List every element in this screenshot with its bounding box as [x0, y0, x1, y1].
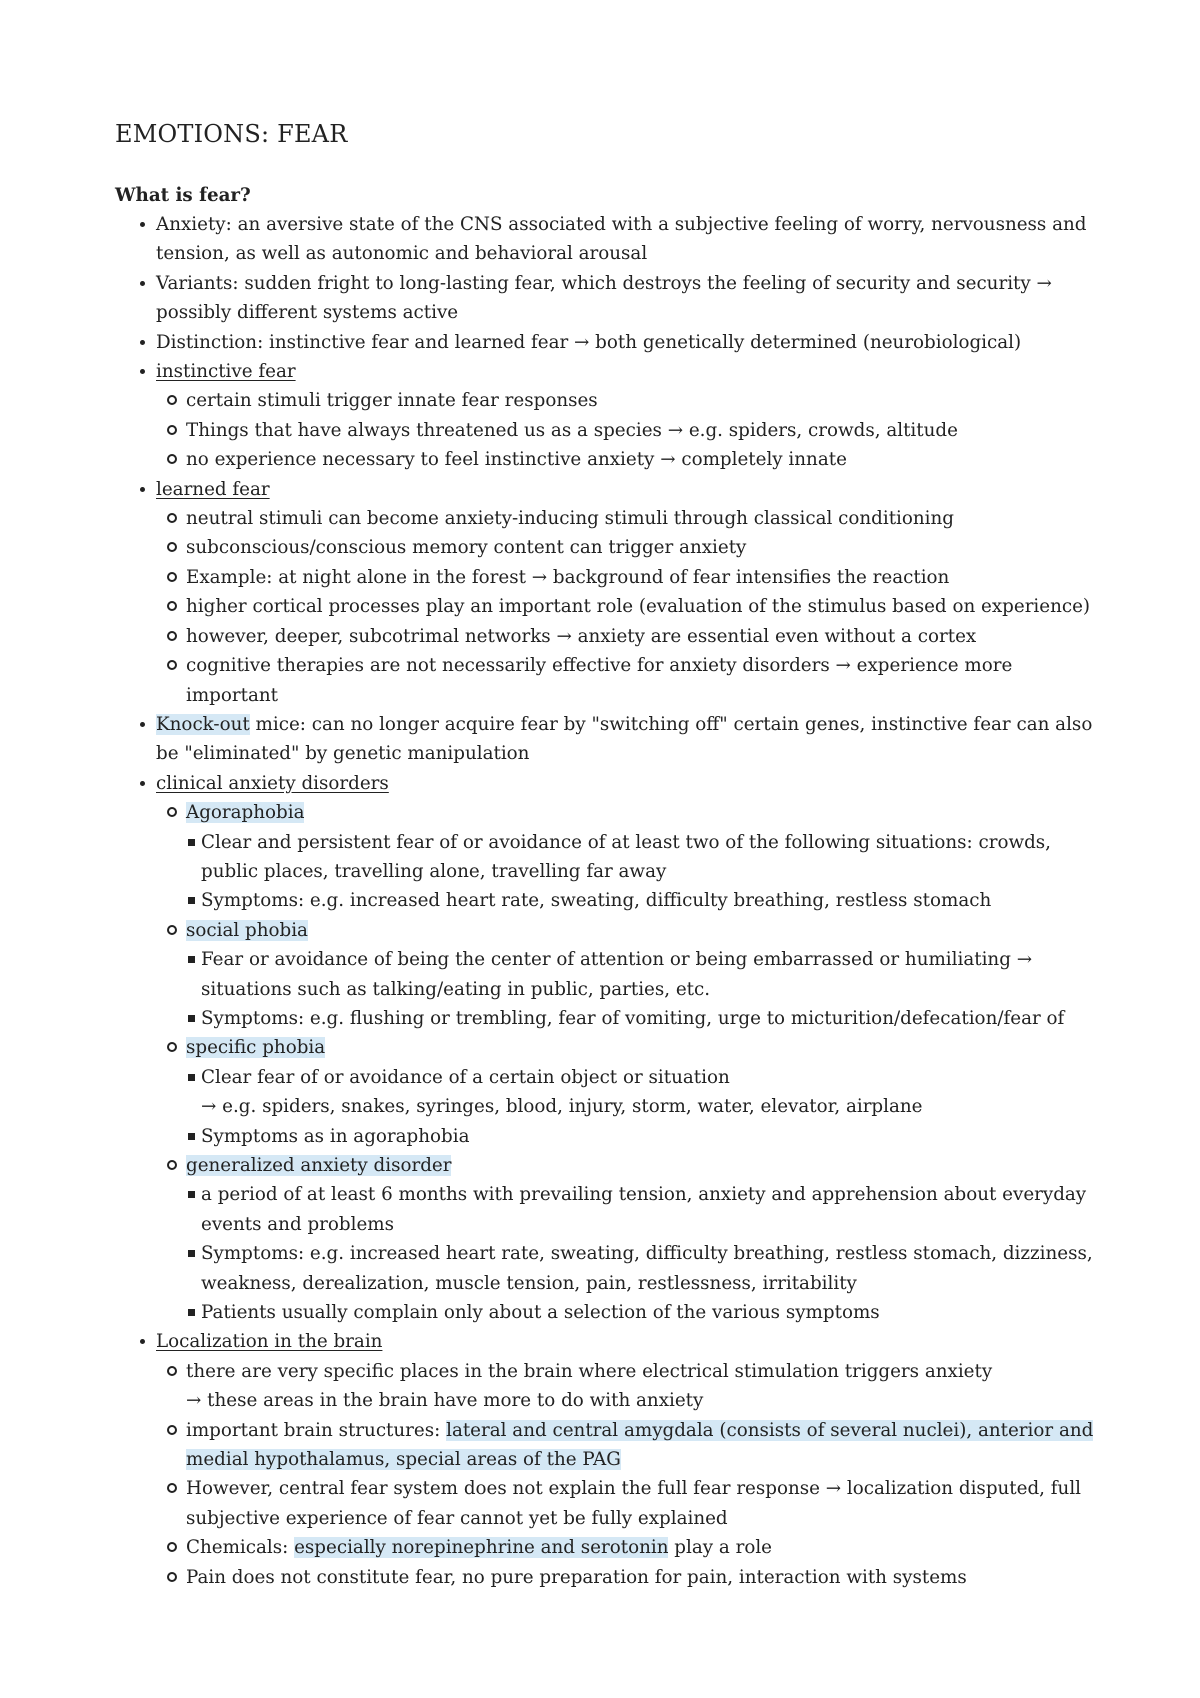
chemicals-highlight: especially norepinephrine and serotonin	[294, 1537, 669, 1559]
localization-point-1-line-1: there are very specific places in the brain where electrical stimulation triggers anxiety	[186, 1360, 993, 1382]
document-title: EMOTIONS: FEAR	[115, 120, 348, 148]
bullet-clinical-disorders	[115, 769, 1100, 1328]
list-item: Symptoms: e.g. increased heart rate, sweating, difficulty breathing, restless stomach	[186, 886, 1100, 915]
generalized-anxiety-label: generalized anxiety disorder	[186, 1155, 452, 1176]
list-item: Symptoms: e.g. flushing or trembling, fear of vomiting, urge to micturition/defecation/fear of	[186, 1004, 1100, 1033]
list-item: a period of at least 6 months with prevailing tension, anxiety and apprehension about everyday events and problems	[186, 1180, 1100, 1239]
list-item: neutral stimuli can become anxiety-inducing stimuli through classical conditioning	[156, 504, 1100, 533]
specific-phobia-sublist	[186, 1063, 1100, 1151]
list-item: Example: at night alone in the forest → background of fear intensifies the reaction	[156, 563, 1100, 592]
list-item	[156, 1357, 1100, 1416]
learned-fear-label: learned fear	[156, 478, 270, 500]
list-item	[186, 1063, 1100, 1122]
social-phobia-label: social phobia	[186, 919, 308, 941]
bullet-variants: Variants: sudden fright to long-lasting fear, which destroys the feeling of security and security → possibly different systems active	[115, 269, 1100, 328]
list-item: Clear and persistent fear of or avoidance of at least two of the following situations: crowds, public places, travelling alone, travelling far away	[186, 828, 1100, 887]
bullet-instinctive-fear	[115, 357, 1100, 475]
knockout-text: mice: can no longer acquire fear by "switching off" certain genes, instinctive fear can also be "eliminated" by genetic manipulation	[156, 713, 1093, 765]
list-item: cognitive therapies are not necessarily effective for anxiety disorders → experience more important	[156, 651, 1100, 710]
list-item: certain stimuli trigger innate fear responses	[156, 386, 1100, 415]
agoraphobia-sublist	[186, 828, 1100, 916]
main-bullet-list	[115, 210, 1100, 1592]
localization-point-1-line-2: → these areas in the brain have more to do with anxiety	[186, 1390, 704, 1412]
brain-structures-intro: important brain structures:	[186, 1419, 447, 1441]
list-item: Symptoms: e.g. increased heart rate, sweating, difficulty breathing, restless stomach, dizziness, weakness, derealization, muscle tension, pain, restlessness, irritability	[186, 1239, 1100, 1298]
agoraphobia-label: Agoraphobia	[186, 802, 305, 824]
list-item: however, deeper, subcotrimal networks → anxiety are essential even without a cortex	[156, 622, 1100, 651]
list-item: higher cortical processes play an important role (evaluation of the stimulus based on experience)	[156, 592, 1100, 621]
specific-phobia-line-1: Clear fear of or avoidance of a certain object or situation	[201, 1066, 730, 1088]
specific-phobia-item	[156, 1033, 1100, 1151]
brain-structures-highlight: lateral and central amygdala (consists of several nuclei), anterior and medial hypothalamus, special areas of the PAG	[186, 1419, 1094, 1471]
knockout-highlight: Knock-out	[156, 713, 250, 735]
chemicals-rest: play a role	[668, 1537, 773, 1559]
instinctive-fear-label: instinctive fear	[156, 361, 296, 383]
list-item	[156, 1416, 1100, 1475]
learned-fear-sublist	[156, 504, 1100, 710]
list-item: Pain does not constitute fear, no pure preparation for pain, interaction with systems	[156, 1563, 1100, 1592]
agoraphobia-item	[156, 798, 1100, 916]
localization-sublist	[156, 1357, 1100, 1592]
localization-label: Localization in the brain	[156, 1331, 383, 1353]
section-heading: What is fear?	[115, 185, 251, 206]
list-item: Patients usually complain only about a selection of the various symptoms	[186, 1298, 1100, 1327]
bullet-knockout-mice	[115, 710, 1100, 769]
instinctive-fear-sublist	[156, 386, 1100, 474]
social-phobia-sublist	[186, 945, 1100, 1033]
list-item	[156, 1533, 1100, 1562]
list-item: subconscious/conscious memory content can trigger anxiety	[156, 533, 1100, 562]
social-phobia-item	[156, 916, 1100, 1034]
specific-phobia-label: specific phobia	[186, 1037, 326, 1059]
chemicals-intro: Chemicals:	[186, 1537, 295, 1559]
list-item: Fear or avoidance of being the center of attention or being embarrassed or humiliating → situations such as talking/eating in public, parties, etc.	[186, 945, 1100, 1004]
bullet-learned-fear	[115, 475, 1100, 710]
clinical-disorders-sublist	[156, 798, 1100, 1327]
generalized-anxiety-item	[156, 1151, 1100, 1327]
clinical-disorders-label: clinical anxiety disorders	[156, 772, 389, 794]
list-item: Symptoms as in agoraphobia	[186, 1122, 1100, 1151]
bullet-distinction: Distinction: instinctive fear and learned fear → both genetically determined (neurobiological)	[115, 328, 1100, 357]
list-item: no experience necessary to feel instinctive anxiety → completely innate	[156, 445, 1100, 474]
bullet-anxiety: Anxiety: an aversive state of the CNS associated with a subjective feeling of worry, nervousness and tension, as well as autonomic and behavioral arousal	[115, 210, 1100, 269]
list-item: Things that have always threatened us as a species → e.g. spiders, crowds, altitude	[156, 416, 1100, 445]
specific-phobia-line-2: → e.g. spiders, snakes, syringes, blood, injury, storm, water, elevator, airplane	[201, 1096, 923, 1118]
generalized-anxiety-sublist	[186, 1180, 1100, 1327]
bullet-localization	[115, 1327, 1100, 1592]
list-item: However, central fear system does not explain the full fear response → localization disputed, full subjective experience of fear cannot yet be fully explained	[156, 1474, 1100, 1533]
